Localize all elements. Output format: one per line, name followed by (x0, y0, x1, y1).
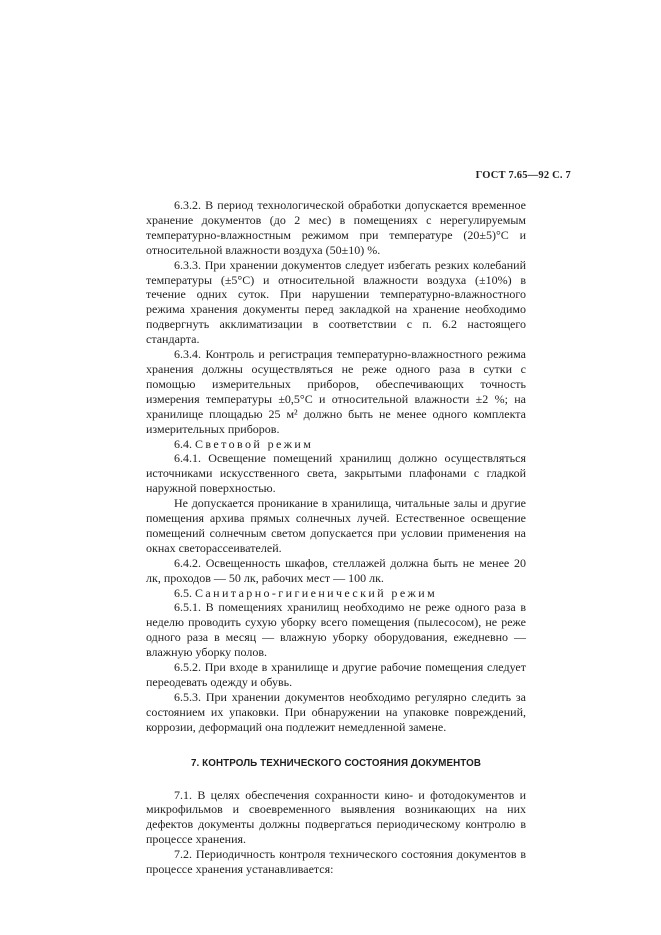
heading-6-4-number: 6.4. (174, 436, 192, 451)
paragraph-6-5-2: 6.5.2. При входе в хранилище и другие рабочие помещения следует переодевать одежду и обувь. (146, 660, 526, 689)
heading-6-4-title: Световой режим (195, 436, 314, 451)
paragraph-6-3-2: 6.3.2. В период технологической обработки допускается временное хранение документов (до 2 мес) в помещениях с нерегулируемым температурно-влажностным режимом при температуре (20±5)°С и относительной влажности воздуха (50±10) %. (146, 198, 526, 257)
paragraph-6-4-1-continued: Не допускается проникание в хранилища, читальные залы и другие помещения архива прямых солнечных лучей. Естественное освещение помещений солнечным светом допускается при условии применения на окнах светорассеивателей. (146, 496, 526, 555)
paragraph-6-3-3: 6.3.3. При хранении документов следует избегать резких колебаний температуры (±5°С) и относительной влажности воздуха (±10%) в течение одних суток. При нарушении температурно-влажностного режима хранения документы перед закладкой на хранение необходимо подвергнуть акклиматизации в соответствии с п. 6.2 настоящего стандарта. (146, 257, 526, 347)
paragraph-6-5-3: 6.5.3. При хранении документов необходимо регулярно следить за состоянием их упаковки. При обнаружении на упаковке повреждений, коррозии, деформаций она подлежит немедленной замене. (146, 689, 526, 734)
paragraph-6-4-1: 6.4.1. Освещение помещений хранилищ должно осуществляться источниками искусственного света, закрытыми плафонами с гладкой наружной поверхностью. (146, 451, 526, 496)
document-body (146, 198, 526, 877)
paragraph-7-1: 7.1. В целях обеспечения сохранности кино- и фотодокументов и микрофильмов и своевременного выявления возникающих на них дефектов документы должны подвергаться периодическому контролю в процессе хранения. (146, 787, 526, 847)
paragraph-6-5-1: 6.5.1. В помещениях хранилищ необходимо не реже одного раза в неделю проводить сухую уборку всего помещения (пылесосом), не реже одного раза в месяц — влажную уборку оборудования, ежедневно — влажную уборку полов. (146, 600, 526, 660)
paragraph-7-2: 7.2. Периодичность контроля технического состояния документов в процессе хранения устанавливается: (146, 847, 526, 877)
heading-6-4 (146, 437, 526, 452)
heading-6-5-number: 6.5. (174, 585, 192, 600)
paragraph-6-4-2: 6.4.2. Освещенность шкафов, стеллажей должна быть не менее 20 лк, проходов — 50 лк, рабочих мест — 100 лк. (146, 555, 526, 585)
page-header-doc-ref: ГОСТ 7.65—92 С. 7 (475, 170, 571, 181)
heading-6-5 (146, 586, 526, 601)
heading-6-5-title: Санитарно-гигиенический режим (195, 585, 438, 600)
section-7-heading: 7. КОНТРОЛЬ ТЕХНИЧЕСКОГО СОСТОЯНИЯ ДОКУМЕНТОВ (190, 757, 482, 769)
paragraph-6-3-4: 6.3.4. Контроль и регистрация температурно-влажностного режима хранения должны осуществляться не реже одного раза в сутки с помощью измерительных приборов, обеспечивающих точность измерения температуры ±0,5°С и относительной влажности ±2 %; на хранилище площадью 25 м² должно быть не менее одного комплекта измерительных приборов. (146, 347, 526, 436)
